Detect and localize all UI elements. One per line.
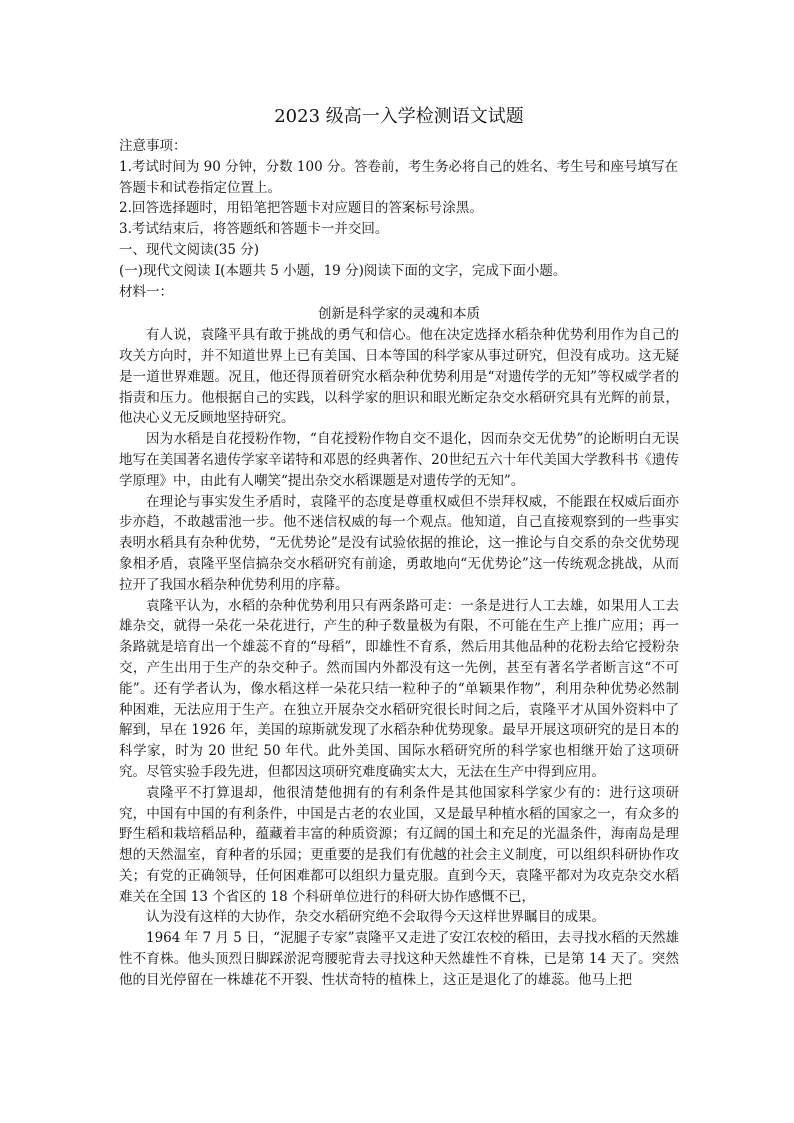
paragraph-4: 袁隆平认为，水稻的杂种优势利用只有两条路可走：一条是进行人工去雄，如果用人工去雄杂交，就得一朵花一朵花进行，产生的种子数量极为有限，不可能在生产上推广应用；再一条路就是培育出一个雄蕊不育的“母稻”，即雄性不育系，然后用其他品种的花粉去给它授粉杂交，产生出用于生产的杂交种子。然而国内外都没有这一先例，甚至有著名学者断言这“不可能”。还有学者认为，像水稻这样一朵花只结一粒种子的“单颖果作物”，利用杂种优势必然制种困难，无法应用于生产。在独立开展杂交水稻研究很长时间之后，袁隆平才从国外资料中了解到，早在 1926 年，美国的琼斯就发现了水稻杂种优势现象。最早开展这项研究的是日本的科学家，时为 20 世纪 50 年代。此外美国、国际水稻研究所的科学家也相继开始了这项研究。尽管实验手段先进，但都因这项研究难度确实太大，无法在生产中得到应用。 bbox=[119, 597, 679, 780]
article-title: 创新是科学家的灵魂和本质 bbox=[318, 306, 480, 323]
notice-heading: 注意事项： bbox=[119, 138, 187, 154]
paragraph-5: 袁隆平不打算退却，他很清楚他拥有的有利条件是其他国家科学家少有的：进行这项研究，中国有中国的有利条件，中国是古老的农业国，又是最早种植水稻的国家之一，有众多的野生稻和栽培稻品种，蕴藏着丰富的种质资源；有辽阔的国土和充足的光温条件，海南岛是理想的天然温室，育种者的乐园；更重要的是我们有优越的社会主义制度，可以组织科研协作攻关；有党的正确领导，任何困难都可以组织力量克服。直到今天，袁隆平都对为攻克杂交水稻难关在全国 13 个省区的 18 个科研单位进行的科研大协作感慨不已， bbox=[119, 784, 679, 905]
paragraph-3: 在理论与事实发生矛盾时，袁隆平的态度是尊重权威但不崇拜权威，不能跟在权威后面亦步亦趋，不敢越雷池一步。他不迷信权威的每一个观点。他知道，自己直接观察到的一些事实表明水稻具有杂种优势，“无优势论”是没有试验依据的推论，这一推论与自交系的杂交优势现象相矛盾，袁隆平坚信搞杂交水稻研究有前途，勇敢地向“无优势论”这一传统观念挑战，从而拉开了我国水稻杂种优势利用的序幕。 bbox=[119, 493, 679, 593]
notice-item-2: 2.回答选择题时，用铅笔把答题卡对应题目的答案标号涂黑。 bbox=[119, 200, 483, 217]
section-heading: 一、现代文阅读(35 分) bbox=[119, 241, 260, 258]
subsection-heading: (一)现代文阅读 I(本题共 5 小题，19 分)阅读下面的文字，完成下面小题。 bbox=[119, 262, 567, 279]
paragraph-7: 1964 年 7 月 5 日，“泥腿子专家”袁隆平又走进了安江农校的稻田，去寻找水稻的天然雄性不育株。他头顶烈日脚踩淤泥弯腰驼背去寻找这种天然雄性不育株，已是第 14 天了。突然他的目光停留在一株雄花不开裂、性状奇特的植株上，这正是退化了的雄蕊。他马上把 bbox=[119, 930, 679, 988]
paragraph-2: 因为水稻是自花授粉作物，“自花授粉作物自交不退化，因而杂交无优势”的论断明白无误地写在美国著名遗传学家辛诺特和邓恩的经典著作、20世纪五六十年代美国大学教科书《遗传学原理》中，由此有人嘲笑“提出杂交水稻课题是对遗传学的无知”。 bbox=[119, 431, 679, 489]
paragraph-6: 认为没有这样的大协作，杂交水稻研究绝不会取得今天这样世界瞩目的成果。 bbox=[146, 909, 605, 926]
notice-item-3: 3.考试结束后，将答题纸和答题卡一并交回。 bbox=[119, 221, 389, 238]
exam-page bbox=[119, 104, 679, 991]
exam-title: 2023 级高一入学检测语文试题 bbox=[274, 106, 524, 127]
paragraph-1: 有人说，袁隆平具有敢于挑战的勇气和信心。他在决定选择水稻杂种优势利用作为自己的攻关方向时，并不知道世界上已有美国、日本等国的科学家从事过研究，但没有成功。这无疑是一道世界难题。况且，他还得顶着研究水稻杂种优势利用是“对遗传学的无知”等权威学者的指责和压力。他根据自己的实践，以科学家的胆识和眼光断定杂交水稻研究具有光辉的前景，他决心义无反顾地坚持研究。 bbox=[119, 327, 679, 427]
material-label: 材料一： bbox=[119, 283, 173, 300]
notice-item-1: 1.考试时间为 90 分钟，分数 100 分。答卷前，考生务必将自己的姓名、考生号和座号填写在答题卡和试卷指定位置上。 bbox=[119, 158, 678, 196]
